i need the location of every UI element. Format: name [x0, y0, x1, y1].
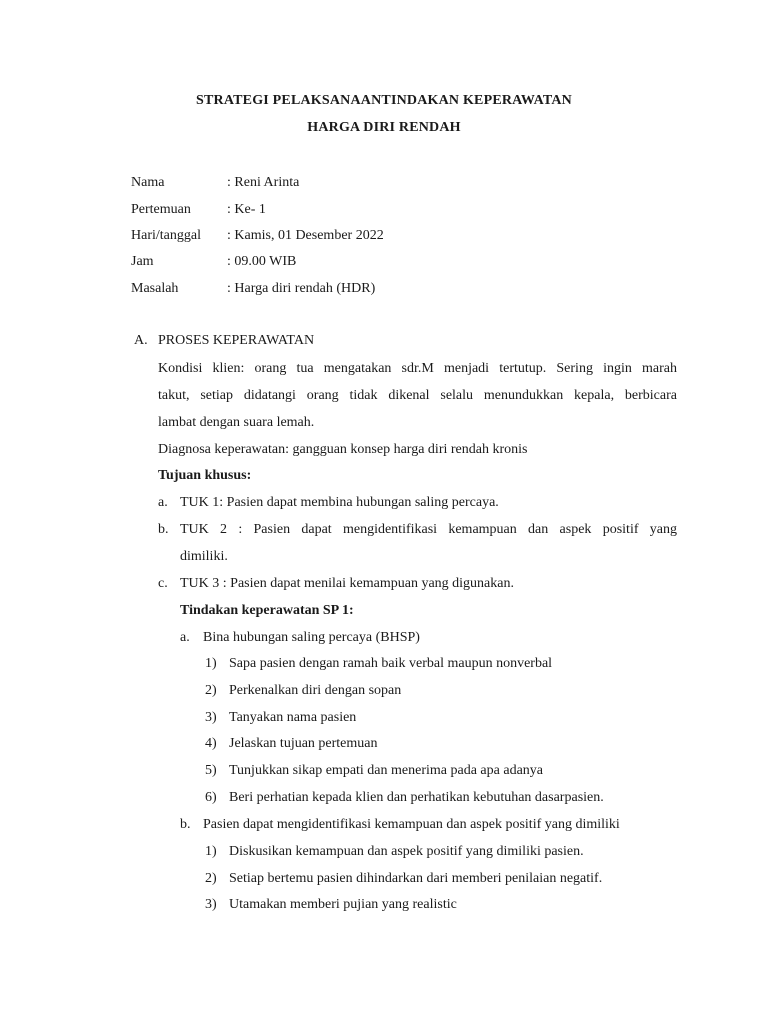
info-label: Pertemuan	[131, 202, 191, 217]
kondisi-line: Kondisi klien: orang tua mengatakan sdr.M menjadi tertutup. Sering ingin marah	[158, 361, 677, 376]
item-marker: 3)	[205, 710, 217, 725]
kondisi-line: lambat dengan suara lemah.	[158, 415, 315, 430]
list-item: Diskusikan kemampuan dan aspek positif yang dimiliki pasien.	[229, 844, 584, 859]
item-marker: 2)	[205, 683, 217, 698]
tuk-text: TUK 1: Pasien dapat membina hubungan saling percaya.	[180, 495, 499, 510]
item-marker: 4)	[205, 736, 217, 751]
list-item: Sapa pasien dengan ramah baik verbal maupun nonverbal	[229, 656, 553, 671]
diagnosa-text: Diagnosa keperawatan: gangguan konsep harga diri rendah kronis	[158, 442, 528, 457]
sub-heading: Bina hubungan saling percaya (BHSP)	[203, 630, 420, 645]
item-marker: 6)	[205, 790, 217, 805]
info-value: : Harga diri rendah (HDR)	[227, 281, 376, 296]
sub-marker: b.	[180, 817, 191, 832]
tindakan-heading: Tindakan keperawatan SP 1:	[180, 603, 354, 618]
tuk-marker: c.	[158, 576, 168, 591]
list-item: Utamakan memberi pujian yang realistic	[229, 897, 457, 912]
tujuan-heading: Tujuan khusus:	[158, 468, 252, 483]
item-marker: 5)	[205, 763, 217, 778]
item-marker: 2)	[205, 871, 217, 886]
item-marker: 3)	[205, 897, 217, 912]
info-value: : Reni Arinta	[227, 175, 300, 190]
tuk-text: TUK 2 : Pasien dapat mengidentifikasi kemampuan dan aspek positif yang	[180, 522, 677, 537]
tuk-marker: a.	[158, 495, 168, 510]
info-label: Masalah	[131, 281, 179, 296]
info-value: : 09.00 WIB	[227, 254, 297, 269]
info-label: Jam	[131, 254, 154, 269]
item-marker: 1)	[205, 844, 217, 859]
tuk-marker: b.	[158, 522, 169, 537]
info-label: Nama	[131, 175, 165, 190]
info-value: : Ke- 1	[227, 202, 266, 217]
document-subtitle: HARGA DIRI RENDAH	[307, 120, 461, 135]
section-marker: A.	[134, 333, 148, 348]
tuk-text-continued: dimiliki.	[180, 549, 228, 564]
list-item: Tunjukkan sikap empati dan menerima pada apa adanya	[229, 763, 543, 778]
sub-marker: a.	[180, 630, 190, 645]
list-item: Setiap bertemu pasien dihindarkan dari memberi penilaian negatif.	[229, 871, 603, 886]
list-item: Perkenalkan diri dengan sopan	[229, 683, 402, 698]
kondisi-line: takut, setiap didatangi orang tidak dikenal selalu menundukkan kepala, berbicara	[158, 388, 677, 403]
sub-heading: Pasien dapat mengidentifikasi kemampuan dan aspek positif yang dimiliki	[203, 817, 620, 832]
list-item: Beri perhatian kepada klien dan perhatikan kebutuhan dasarpasien.	[229, 790, 604, 805]
info-value: : Kamis, 01 Desember 2022	[227, 228, 384, 243]
list-item: Jelaskan tujuan pertemuan	[229, 736, 378, 751]
tuk-text: TUK 3 : Pasien dapat menilai kemampuan yang digunakan.	[180, 576, 514, 591]
item-marker: 1)	[205, 656, 217, 671]
section-heading: PROSES KEPERAWATAN	[158, 333, 315, 348]
list-item: Tanyakan nama pasien	[229, 710, 357, 725]
document-title: STRATEGI PELAKSANAANTINDAKAN KEPERAWATAN	[196, 93, 572, 108]
info-label: Hari/tanggal	[131, 228, 201, 243]
